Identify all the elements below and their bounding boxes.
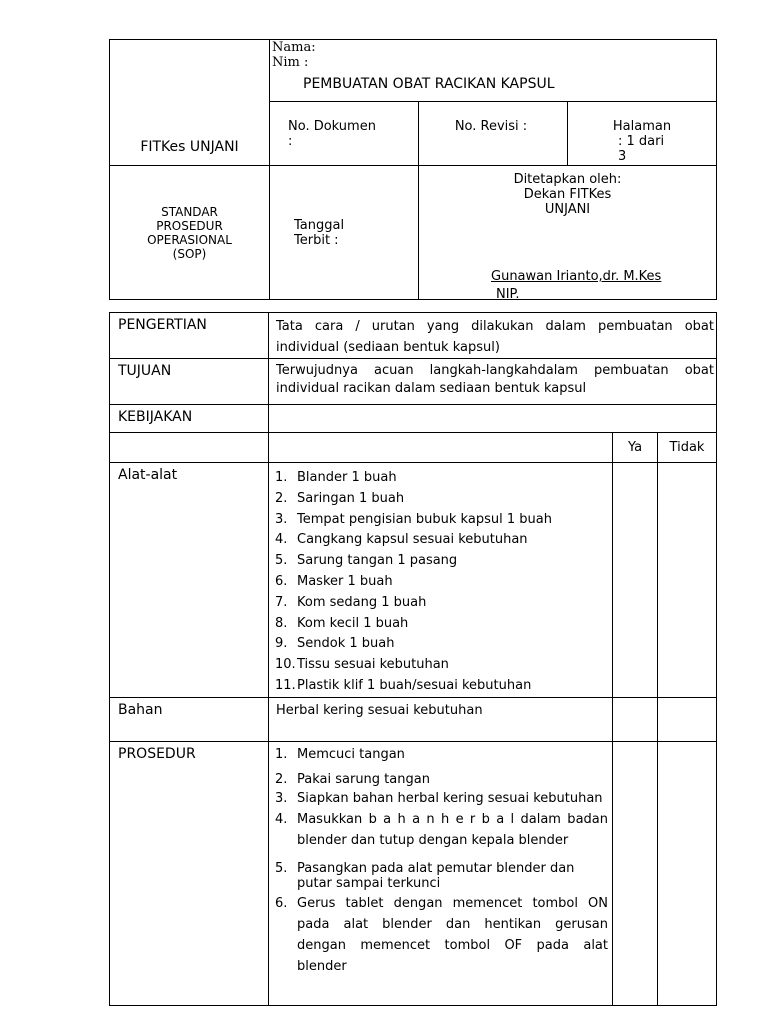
prosedur-list [275, 747, 608, 977]
alat-tidak-check[interactable] [658, 463, 717, 698]
tujuan-text: Terwujudnya acuan langkah-langkahdalam pembuatan obat individual racikan dalam sediaan bentuk kapsul [269, 359, 717, 405]
prosedur-item-text: Pasangkan pada alat pemutar blender dan putar sampai terkunci [297, 860, 575, 891]
revision-label: No. Revisi : [454, 119, 528, 134]
alat-item-text: Tempat pengisian bubuk kapsul 1 buah [297, 511, 552, 527]
alat-item [275, 551, 608, 572]
kebijakan-label: KEBIJAKAN [110, 405, 269, 433]
checklist-header-empty [110, 433, 269, 463]
doc-number-label: No. Dokumen : [288, 119, 376, 149]
prosedur-item-number: 6. [275, 895, 288, 911]
sop-label: STANDAR PROSEDUR OPERASIONAL (SOP) [147, 204, 232, 261]
prosedur-item [275, 788, 608, 809]
alat-list-cell [269, 463, 613, 698]
alat-item [275, 489, 608, 510]
alat-item-number: 7. [275, 594, 288, 610]
prosedur-item [275, 809, 608, 851]
prosedur-tidak-check[interactable] [658, 741, 717, 1005]
alat-item-text: Sarung tangan 1 pasang [297, 553, 458, 569]
alat-item-number: 8. [275, 615, 288, 631]
tidak-header: Tidak [658, 433, 717, 463]
alat-item-number: 4. [275, 532, 288, 548]
tujuan-row [110, 359, 717, 405]
ya-header: Ya [613, 433, 658, 463]
prosedur-item-text: Siapkan bahan herbal kering sesuai kebutuhan [297, 790, 603, 806]
alat-item-number: 11. [275, 677, 296, 693]
sop-body-table [109, 312, 717, 1006]
title-cell [270, 40, 717, 102]
prosedur-list-cell [269, 741, 613, 1005]
alat-item-text: Tissu sesuai kebutuhan [297, 657, 449, 673]
alat-item [275, 655, 608, 676]
prosedur-item-number: 2. [275, 771, 288, 787]
alat-item [275, 468, 608, 489]
kebijakan-row [110, 405, 717, 433]
pengertian-row [110, 313, 717, 359]
alat-item-text: Kom sedang 1 buah [297, 594, 427, 610]
alat-item [275, 530, 608, 551]
checklist-header-row [110, 433, 717, 463]
prosedur-item [275, 772, 608, 788]
alat-item-number: 10. [275, 657, 296, 673]
prosedur-item [275, 893, 608, 977]
name-label: Nama: [272, 40, 316, 55]
institution-cell [110, 40, 270, 166]
bahan-text: Herbal kering sesuai kebutuhan [269, 697, 613, 741]
alat-item-number: 2. [275, 490, 288, 506]
date-cell [270, 166, 419, 300]
prosedur-item-text: Gerus tablet dengan memencet tombol ON pada alat blender dan hentikan gerusan dengan memencet tombol OF pada alat blender [297, 895, 608, 974]
prosedur-item-text: Pakai sarung tangan [297, 771, 430, 787]
alat-ya-check[interactable] [613, 463, 658, 698]
page-label: Halaman [612, 119, 672, 134]
alat-list [275, 468, 608, 697]
prosedur-label: PROSEDUR [110, 741, 269, 1005]
tujuan-label: TUJUAN [110, 359, 269, 405]
prosedur-item-text: Masukkan b a h a n h e r b a l dalam badan blender dan tutup dengan kepala blender [297, 811, 608, 848]
sop-label-cell [110, 166, 270, 300]
checklist-header-item [269, 433, 613, 463]
alat-row [110, 463, 717, 698]
revision-cell [419, 102, 568, 166]
prosedur-item-number: 5. [275, 860, 288, 876]
prosedur-item-number: 3. [275, 790, 288, 806]
bahan-label: Bahan [110, 697, 269, 741]
doc-number-cell [270, 102, 419, 166]
prosedur-ya-check[interactable] [613, 741, 658, 1005]
pengertian-text: Tata cara / urutan yang dilakukan dalam pembuatan obat individual (sediaan bentuk kapsul) [269, 313, 717, 359]
document-title: PEMBUATAN OBAT RACIKAN KAPSUL [303, 76, 555, 92]
alat-item-text: Masker 1 buah [297, 573, 393, 589]
alat-item-number: 6. [275, 573, 288, 589]
bahan-row [110, 697, 717, 741]
bahan-ya-check[interactable] [613, 697, 658, 741]
approval-cell [419, 166, 717, 300]
alat-item-number: 3. [275, 511, 288, 527]
prosedur-row [110, 741, 717, 1005]
approval-label: Ditetapkan oleh: Dekan FITKes UNJANI [513, 172, 622, 217]
alat-item [275, 676, 608, 697]
alat-item [275, 510, 608, 531]
alat-item-number: 1. [275, 470, 288, 485]
alat-item-text: Sendok 1 buah [297, 636, 395, 652]
page-value: : 1 dari 3 [618, 134, 665, 164]
alat-item [275, 614, 608, 635]
nim-label: Nim : [272, 55, 309, 70]
prosedur-item-number: 4. [275, 811, 288, 827]
page-cell [568, 102, 717, 166]
sop-header-table [109, 39, 717, 300]
alat-label: Alat-alat [110, 463, 269, 698]
alat-item-text: Blander 1 buah [297, 470, 397, 485]
alat-item-text: Cangkang kapsul sesuai kebutuhan [297, 532, 528, 548]
alat-item [275, 634, 608, 655]
date-label: Tanggal Terbit : [294, 217, 345, 248]
kebijakan-value [269, 405, 717, 433]
alat-item-number: 5. [275, 553, 288, 569]
prosedur-item [275, 861, 608, 891]
prosedur-item [275, 747, 608, 763]
alat-item-text: Plastik klif 1 buah/sesuai kebutuhan [297, 677, 532, 693]
institution-name: FITKes UNJANI [140, 139, 239, 155]
prosedur-item-number: 1. [275, 746, 288, 762]
alat-item-text: Saringan 1 buah [297, 490, 405, 506]
alat-item [275, 593, 608, 614]
signatory-name: Gunawan Irianto,dr. M.Kes [491, 269, 662, 284]
alat-item [275, 572, 608, 593]
nip-label: NIP. [496, 287, 520, 302]
alat-item-text: Kom kecil 1 buah [297, 615, 409, 631]
pengertian-label: PENGERTIAN [110, 313, 269, 359]
prosedur-item-text: Memcuci tangan [297, 746, 405, 762]
alat-item-number: 9. [275, 636, 288, 652]
bahan-tidak-check[interactable] [658, 697, 717, 741]
